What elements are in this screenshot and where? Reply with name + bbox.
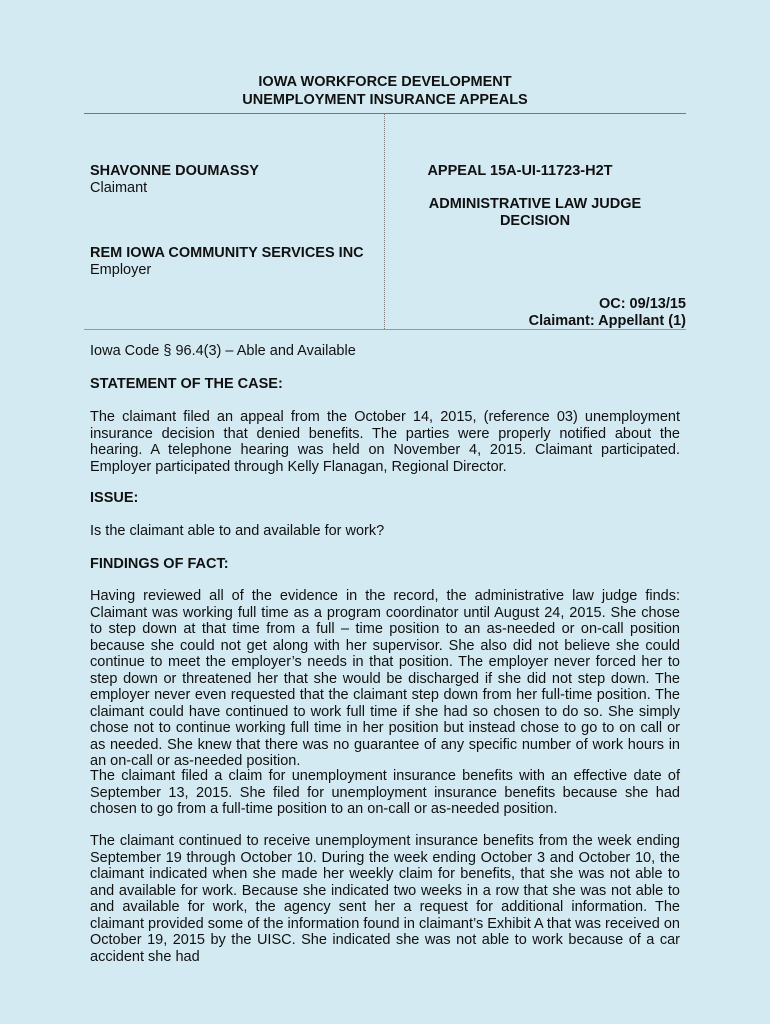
decision-title-line1: ADMINISTRATIVE LAW JUDGE bbox=[428, 196, 642, 212]
claimant-role: Claimant bbox=[90, 180, 148, 196]
oc-date: OC: 09/13/15 bbox=[598, 296, 686, 312]
employer-role: Employer bbox=[90, 262, 152, 278]
employer-name: REM IOWA COMMUNITY SERVICES INC bbox=[90, 245, 364, 261]
agency-title: IOWA WORKFORCE DEVELOPMENT bbox=[258, 74, 512, 90]
statement-heading: STATEMENT OF THE CASE: bbox=[90, 376, 283, 392]
claimant-name: SHAVONNE DOUMASSY bbox=[90, 163, 259, 179]
findings-paragraph-2: The claimant filed a claim for unemployment insurance benefits with an effective date of September 13, 2015. She filed for unemployment insurance benefits because she had chosen to go from a full-time position to an on-call or as-needed position. bbox=[90, 768, 680, 817]
issue-heading: ISSUE: bbox=[90, 490, 139, 506]
caption-top-rule bbox=[84, 113, 686, 114]
appeal-number: APPEAL 15A-UI-11723-H2T bbox=[427, 163, 613, 179]
division-title: UNEMPLOYMENT INSURANCE APPEALS bbox=[242, 92, 528, 108]
statement-text: The claimant filed an appeal from the October 14, 2015, (reference 03) unemployment insurance decision that denied benefits. The parties were properly notified about the hearing. A telephone hearing was held on November 4, 2015. Claimant participated. Employer participated through Kelly Flanagan, Regional Director. bbox=[90, 409, 680, 475]
issue-text: Is the claimant able to and available for work? bbox=[90, 523, 385, 539]
caption-bottom-rule bbox=[84, 329, 686, 330]
decision-title bbox=[400, 196, 670, 230]
decision-title-line2: DECISION bbox=[499, 213, 571, 229]
appellant-label: Claimant: Appellant (1) bbox=[528, 313, 686, 329]
code-reference: Iowa Code § 96.4(3) – Able and Available bbox=[90, 343, 356, 359]
employer-block bbox=[90, 245, 364, 279]
findings-paragraph-1: Having reviewed all of the evidence in the record, the administrative law judge finds: Claimant was working full time as a program coordinator until August 24, 2015. She chose to step down at that time from a full – time position to an as-needed or on-call position because she could not get along with her supervisor. She also did not believe she could continue to meet the employer’s needs in that position. The employer never forced her to step down or threatened her that she would be discharged if she did not step down. The employer never even requested that the claimant step down from her full-time position. The claimant could have continued to work full time if she had so chosen to do so. She simply chose not to continue working full time in her position but instead chose to go to on call or as needed. She knew that there was no guarantee of any specific number of work hours in an on-call or as-needed position. bbox=[90, 588, 680, 769]
findings-heading: FINDINGS OF FACT: bbox=[90, 556, 229, 572]
findings-paragraph-3: The claimant continued to receive unemployment insurance benefits from the week ending September 19 through October 10. During the week ending October 3 and October 10, the claimant indicated when she made her weekly claim for benefits, that she was not able to and available for work. Because she indicated two weeks in a row that she was not able to and available for work, the agency sent her a request for additional information. The claimant provided some of the information found in claimant’s Exhibit A that was received on October 19, 2015 by the UISC. She indicated she was not able to work because of a car accident she had bbox=[90, 833, 680, 965]
claimant-block bbox=[90, 163, 259, 197]
case-codes bbox=[385, 296, 686, 330]
